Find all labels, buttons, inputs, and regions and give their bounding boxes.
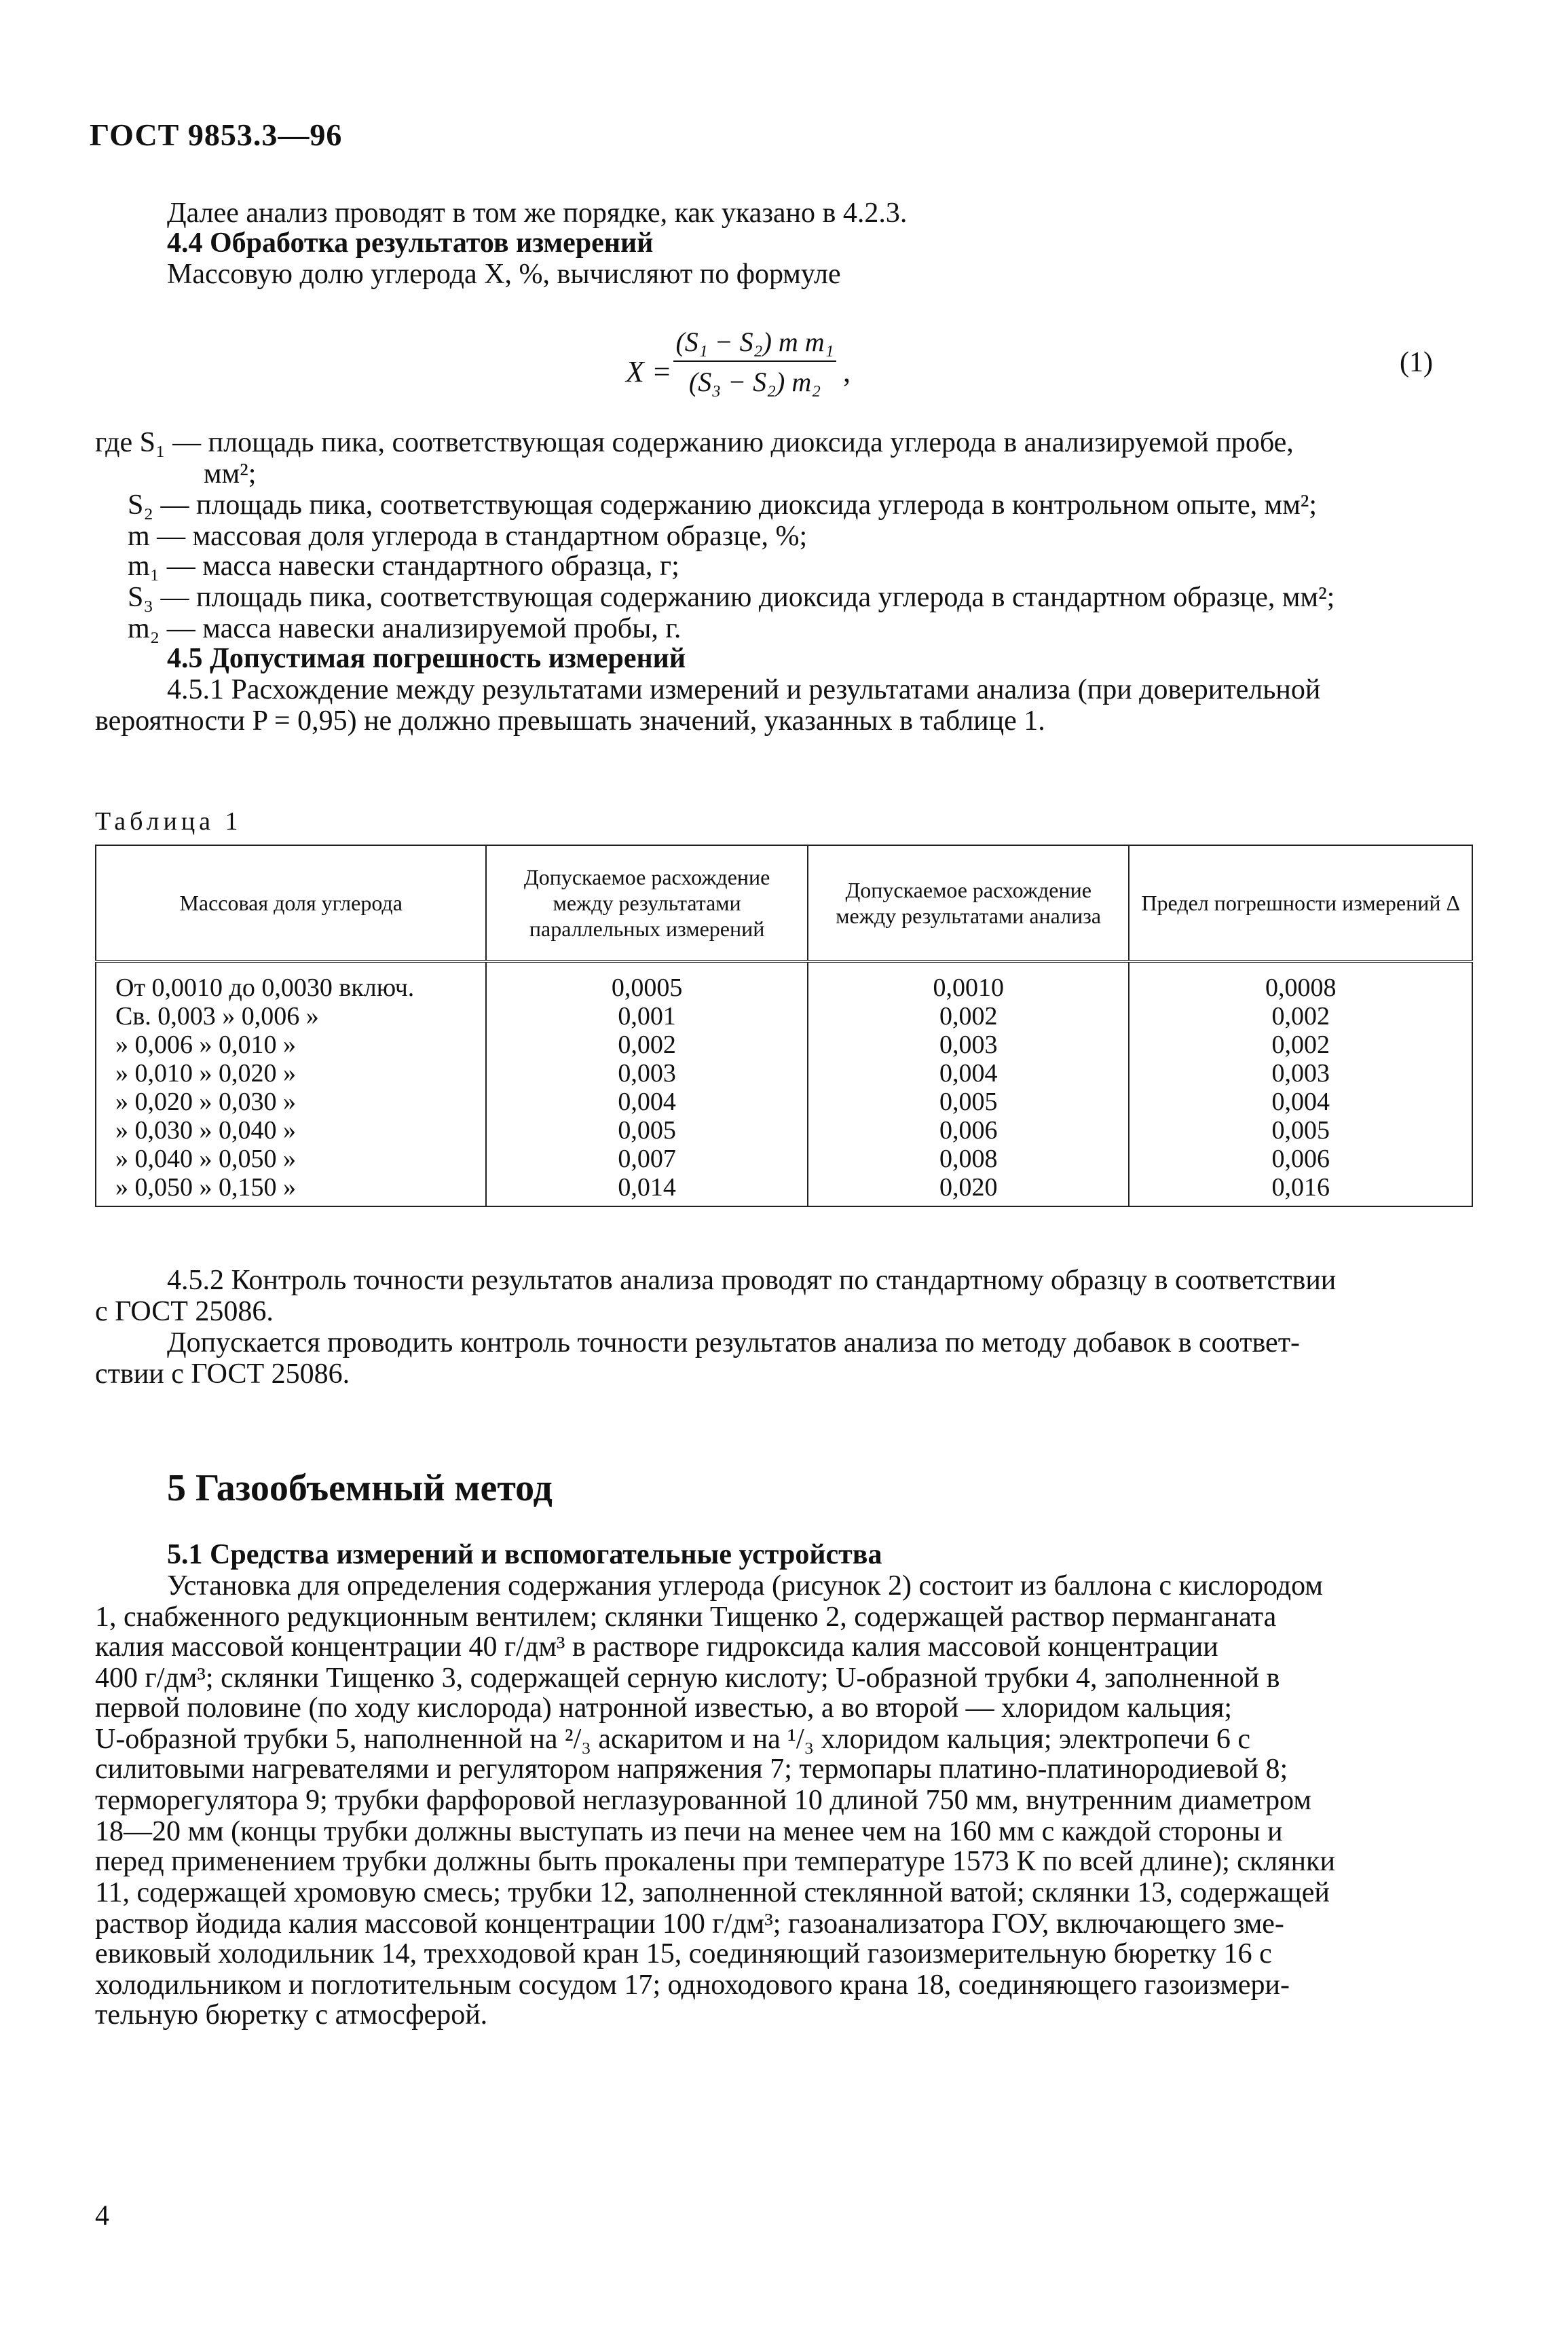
table-row <box>96 1002 1472 1031</box>
column-header: Допускаемое расхождение между результатами анализа <box>808 845 1130 961</box>
table-cell: 0,002 <box>486 1031 808 1059</box>
table-cell: » 0,006 » 0,010 » <box>96 1031 486 1059</box>
formula-number: (1) <box>1400 347 1433 378</box>
formula-denominator: (S₃ − S₂) m₂ <box>688 367 821 397</box>
table-cell: 0,007 <box>486 1145 808 1173</box>
allowed-line: ствии с ГОСТ 25086. <box>95 1358 350 1390</box>
body-line: 11, содержащей хромовую смесь; трубки 12, заполненной стеклянной ватой; склянки 13, содержащей <box>95 1877 1330 1908</box>
table-cell: 0,002 <box>1129 1031 1472 1059</box>
body-line: тельную бюретку с атмосферой. <box>95 1999 488 2031</box>
formula-fraction <box>673 326 836 398</box>
table-cell: 0,0008 <box>1129 961 1472 1002</box>
table-row <box>96 1088 1472 1116</box>
table-row <box>96 961 1472 1002</box>
body-line: раствор йодида калия массовой концентрации 100 г/дм³; газоанализатора ГОУ, включающего зме- <box>95 1908 1284 1940</box>
body-line: перед применением трубки должны быть прокалены при температуре 1573 К по всей длине); склянки <box>95 1846 1335 1877</box>
table-1 <box>95 845 1473 1207</box>
table-row <box>96 1145 1472 1173</box>
body-line: 400 г/дм³; склянки Тищенко 3, содержащей серную кислоту; U-образной трубки 4, заполненной в <box>95 1663 1280 1694</box>
where-line: m — массовая доля углерода в стандартном образце, %; <box>128 521 808 552</box>
formula-comma: , <box>843 355 851 388</box>
body-line: Установка для определения содержания углерода (рисунок 2) состоит из баллона с кислородом <box>167 1570 1323 1602</box>
table-cell: 0,001 <box>486 1002 808 1031</box>
table-cell: Св. 0,003 » 0,006 » <box>96 1002 486 1031</box>
page-number: 4 <box>95 2200 109 2232</box>
section-4-5-title: 4.5 Допустимая погрешность измерений <box>167 643 686 674</box>
formula-numerator: (S₁ − S₂) m m₁ <box>673 326 836 362</box>
body-line: первой половине (по ходу кислорода) натронной известью, а во второй — хлоридом кальция; <box>95 1692 1233 1724</box>
table-cell: 0,002 <box>808 1002 1130 1031</box>
table-cell: 0,003 <box>1129 1059 1472 1088</box>
intro-line: Далее анализ проводят в том же порядке, как указано в 4.2.3. <box>167 198 908 229</box>
table-cell: 0,014 <box>486 1173 808 1206</box>
table-cell: » 0,030 » 0,040 » <box>96 1116 486 1145</box>
table-cell: 0,002 <box>1129 1002 1472 1031</box>
body-line: 1, снабженного редукционным вентилем; склянки Тищенко 2, содержащей раствор перманганата <box>95 1602 1277 1633</box>
table-caption: Таблица 1 <box>95 807 242 836</box>
table-cell: 0,006 <box>808 1116 1130 1145</box>
body-line: силитовыми нагревателями и регулятором напряжения 7; термопары платино-платинородиевой 8; <box>95 1754 1288 1785</box>
body-line: U-образной трубки 5, наполненной на ²/₃ аскаритом и на ¹/₃ хлоридом кальция; электропечи 6 с <box>95 1724 1250 1755</box>
allowed-line: Допускается проводить контроль точности результатов анализа по методу добавок в соответ- <box>167 1327 1301 1358</box>
body-line: 18—20 мм (концы трубки должны выступать из печи на менее чем на 160 мм с каждой стороны и <box>95 1816 1283 1847</box>
table-cell: 0,005 <box>1129 1116 1472 1145</box>
table-cell: » 0,020 » 0,030 » <box>96 1088 486 1116</box>
where-line: m₂ — масса навески анализируемой пробы, г. <box>128 613 682 644</box>
table-cell: 0,003 <box>486 1059 808 1088</box>
table-cell: 0,004 <box>808 1059 1130 1088</box>
table-header-row <box>96 845 1472 961</box>
where-line: m₁ — масса навески стандартного образца, г; <box>128 551 679 582</box>
table-cell: 0,005 <box>486 1116 808 1145</box>
table-cell: 0,020 <box>808 1173 1130 1206</box>
table-cell: 0,008 <box>808 1145 1130 1173</box>
where-line: S₃ — площадь пика, соответствующая содержанию диоксида углерода в стандартном образце, мм²; <box>128 582 1335 613</box>
column-header: Предел погрешности измерений Δ <box>1129 845 1472 961</box>
table-cell: 0,016 <box>1129 1173 1472 1206</box>
body-line: холодильником и поглотительным сосудом 17; одноходового крана 18, соединяющего газоизмери- <box>95 1969 1290 2001</box>
table-cell: 0,006 <box>1129 1145 1472 1173</box>
body-line: терморегулятора 9; трубки фарфоровой неглазурованной 10 длиной 750 мм, внутренним диаметром <box>95 1785 1311 1816</box>
table-cell: » 0,010 » 0,020 » <box>96 1059 486 1088</box>
table-cell: 0,003 <box>808 1031 1130 1059</box>
where-line: где S₁ — площадь пика, соответствующая содержанию диоксида углерода в анализируемой пробе, <box>95 427 1294 458</box>
document-header: ГОСТ 9853.3—96 <box>90 117 343 152</box>
body-line: евиковый холодильник 14, трехходовой кран 15, соединяющий газоизмерительную бюретку 16 с <box>95 1938 1272 1969</box>
section-4-5-2-line: с ГОСТ 25086. <box>95 1296 274 1327</box>
table-row <box>96 1031 1472 1059</box>
table-cell: 0,005 <box>808 1088 1130 1116</box>
table-row <box>96 1116 1472 1145</box>
section-5-title: 5 Газообъемный метод <box>167 1467 553 1509</box>
column-header: Массовая доля углерода <box>96 845 486 961</box>
table-cell: 0,004 <box>486 1088 808 1116</box>
table-cell: » 0,040 » 0,050 » <box>96 1145 486 1173</box>
table-cell: 0,0005 <box>486 961 808 1002</box>
table-row <box>96 1059 1472 1088</box>
section-4-5-1-line: вероятности P = 0,95) не должно превышать значений, указанных в таблице 1. <box>95 705 1045 737</box>
table-cell: 0,004 <box>1129 1088 1472 1116</box>
section-4-5-1-line: 4.5.1 Расхождение между результатами измерений и результатами анализа (при доверительной <box>167 674 1321 705</box>
section-4-4-text: Массовую долю углерода X, %, вычисляют по формуле <box>167 259 841 290</box>
formula-lhs: X = <box>626 355 672 388</box>
table-row <box>96 1173 1472 1206</box>
table-cell: 0,0010 <box>808 961 1130 1002</box>
section-5-1-title: 5.1 Средства измерений и вспомогательные устройства <box>167 1539 882 1570</box>
section-4-4-title: 4.4 Обработка результатов измерений <box>167 227 654 259</box>
table-cell: От 0,0010 до 0,0030 включ. <box>96 961 486 1002</box>
where-line: мм²; <box>204 458 257 489</box>
table-cell: » 0,050 » 0,150 » <box>96 1173 486 1206</box>
section-4-5-2-line: 4.5.2 Контроль точности результатов анализа проводят по стандартному образцу в соответствии <box>167 1265 1337 1296</box>
where-line: S₂ — площадь пика, соответствующая содержанию диоксида углерода в контрольном опыте, мм²; <box>128 489 1318 521</box>
column-header: Допускаемое расхождение между результатами параллельных измерений <box>486 845 808 961</box>
body-line: калия массовой концентрации 40 г/дм³ в растворе гидроксида калия массовой концентрации <box>95 1631 1218 1663</box>
